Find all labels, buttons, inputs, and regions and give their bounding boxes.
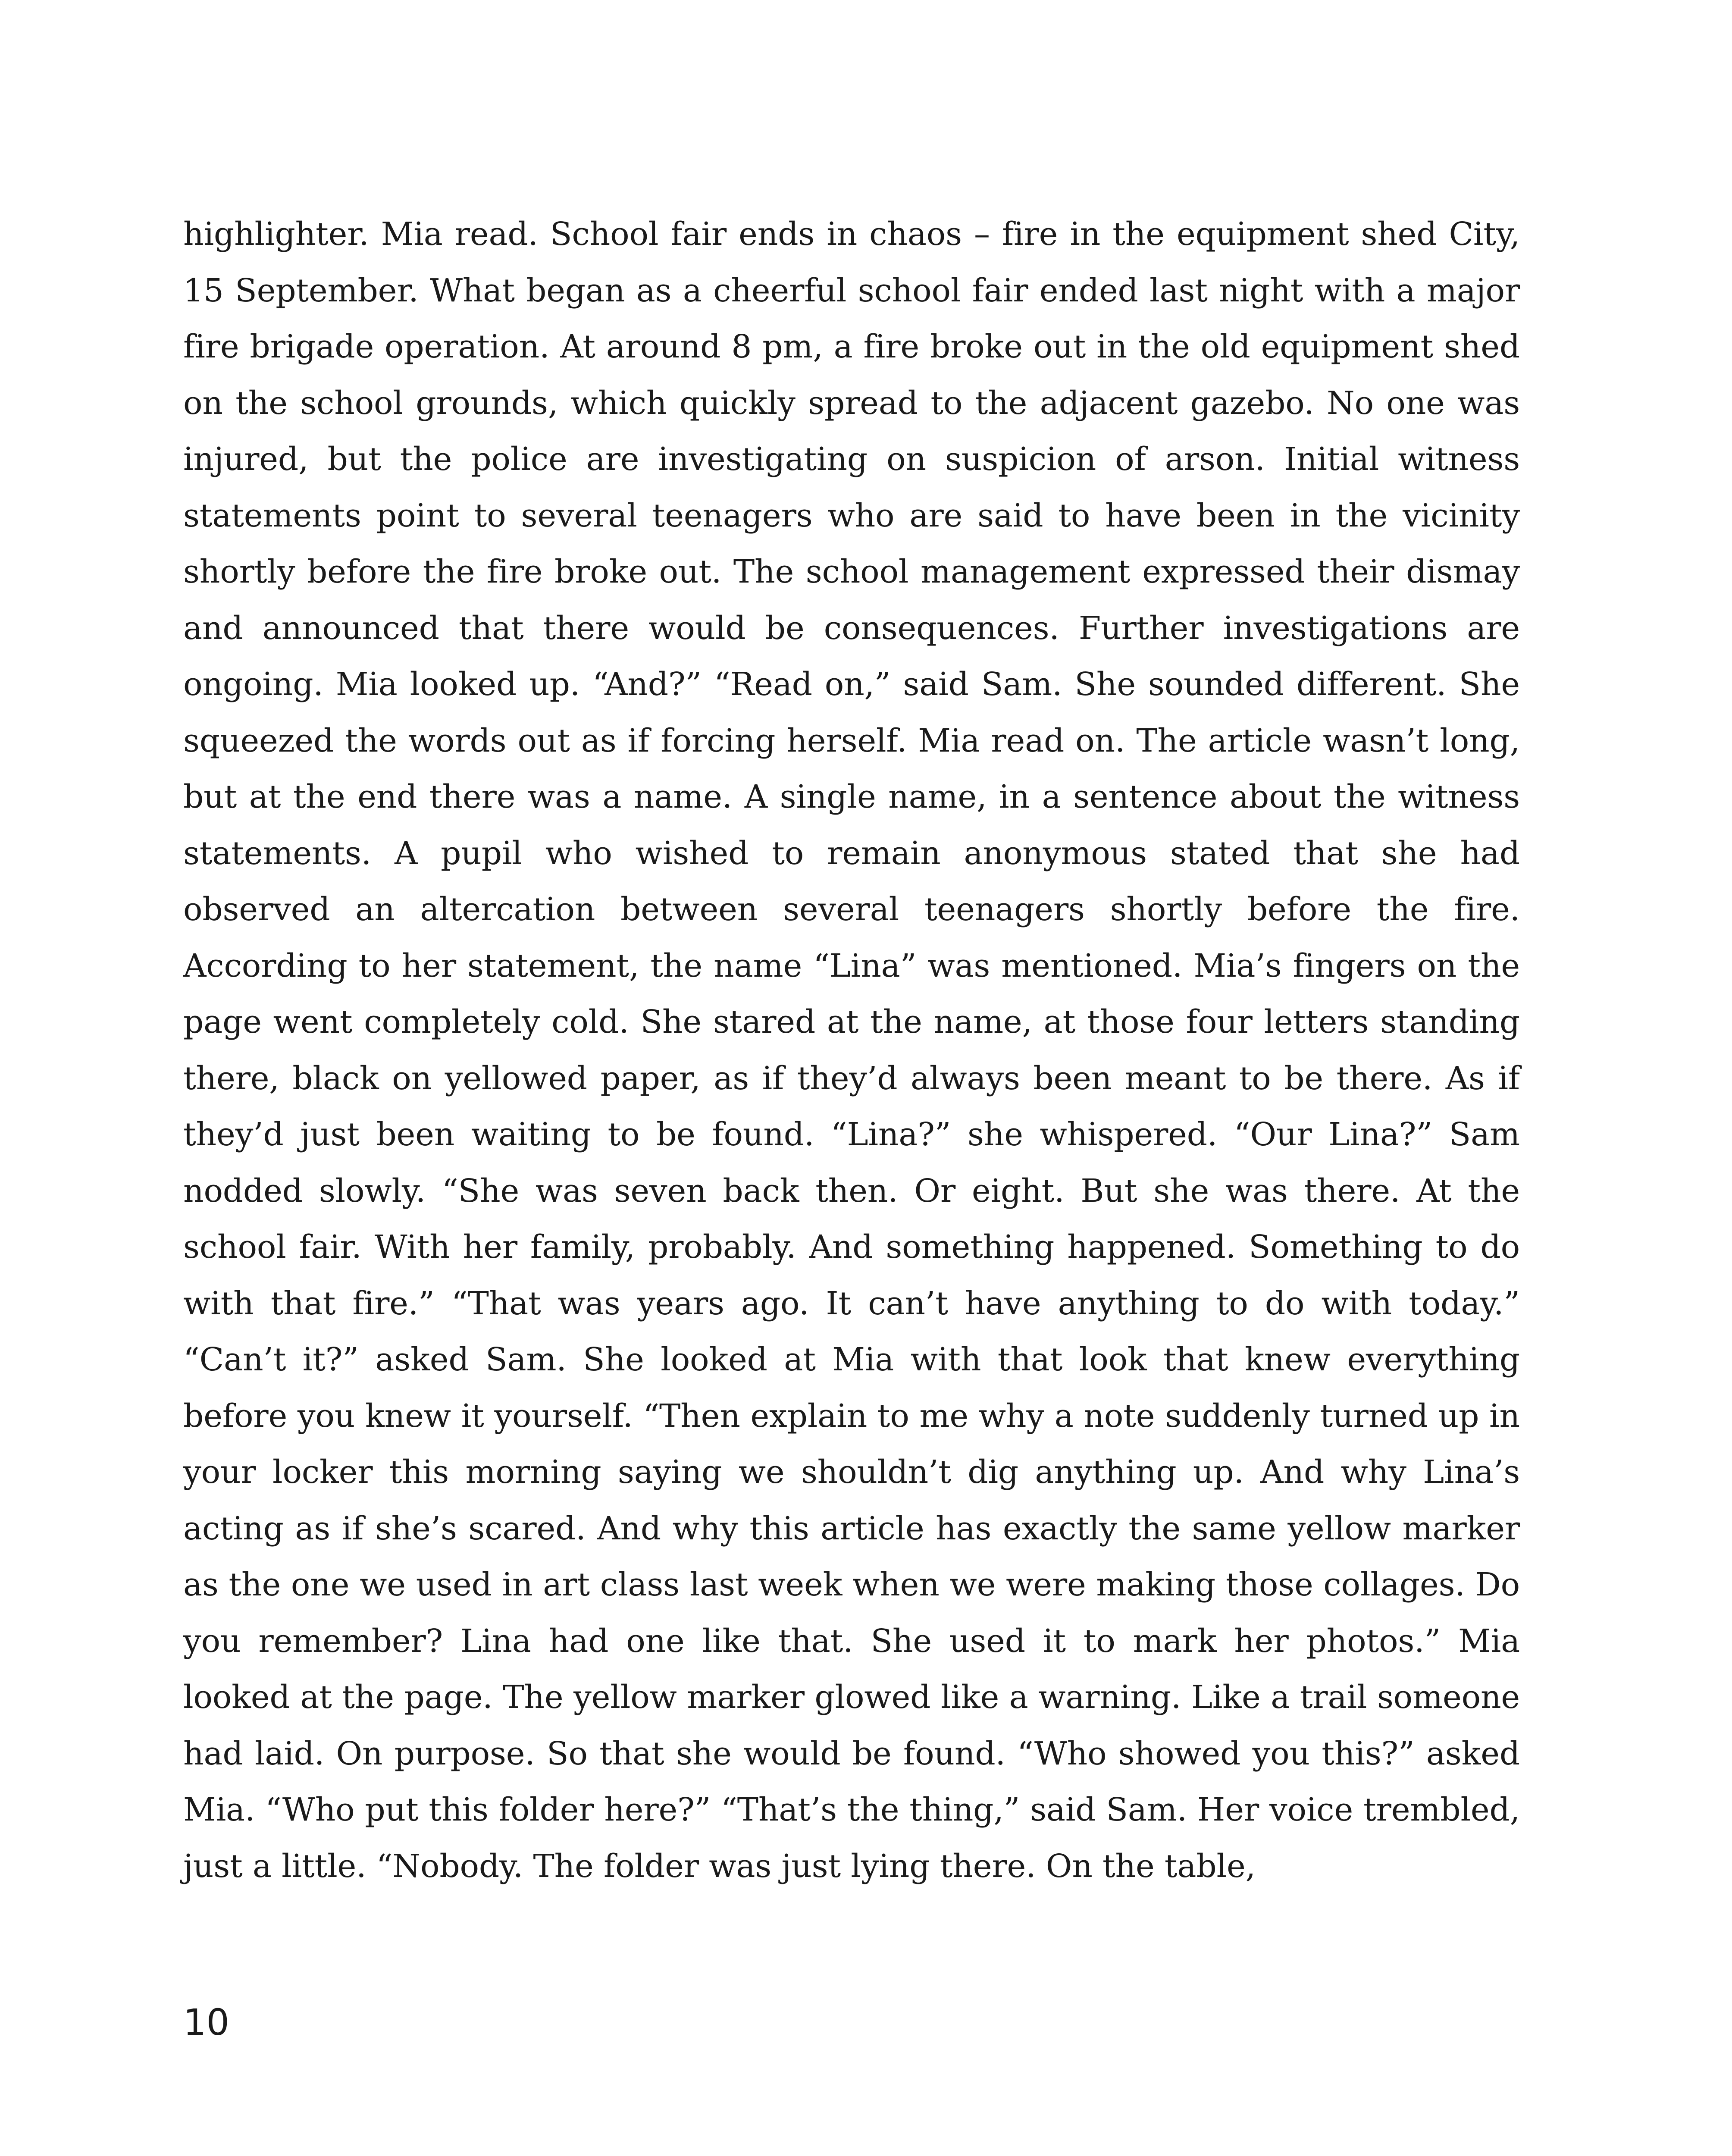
page-number: 10 (183, 2001, 229, 2043)
body-paragraph: highlighter. Mia read. School fair ends in chaos – fire in the equipment shed City, 15 September. What began as a cheerful school fair ended last night with a major fire brigade operation. At around 8 pm, a fire broke out in the old equipment shed on the school grounds, which quickly spread to the adjacent gazebo. No one was injured, but the police are investigating on suspicion of arson. Initial witness statements point to several teenagers who are said to have been in the vicinity shortly before the fire broke out. The school management expressed their dismay and announced that there would be consequences. Further investigations are ongoing. Mia looked up. “And?” “Read on,” said Sam. She sounded different. She squeezed the words out as if forcing herself. Mia read on. The article wasn’t long, but at the end there was a name. A single name, in a sentence about the witness statements. A pupil who wished to remain anonymous stated that she had observed an altercation between several teenagers shortly before the fire. According to her statement, the name “Lina” was mentioned. Mia’s fingers on the page went completely cold. She stared at the name, at those four letters standing there, black on yellowed paper, as if they’d always been meant to be there. As if they’d just been waiting to be found. “Lina?” she whispered. “Our Lina?” Sam nodded slowly. “She was seven back then. Or eight. But she was there. At the school fair. With her family, probably. And something happened. Something to do with that fire.” “That was years ago. It can’t have anything to do with today.” “Can’t it?” asked Sam. She looked at Mia with that look that knew everything before you knew it yourself. “Then explain to me why a note suddenly turned up in your locker this morning saying we shouldn’t dig anything up. And why Lina’s acting as if she’s scared. And why this article has exactly the same yellow marker as the one we used in art class last week when we were making those collages. Do you remember? Lina had one like that. She used it to mark her photos.” Mia looked at the page. The yellow marker glowed like a warning. Like a trail someone had laid. On purpose. So that she would be found. “Who showed you this?” asked Mia. “Who put this folder here?” “That’s the thing,” said Sam. Her voice trembled, just a little. “Nobody. The folder was just lying there. On the table, (183, 216, 1520, 1885)
